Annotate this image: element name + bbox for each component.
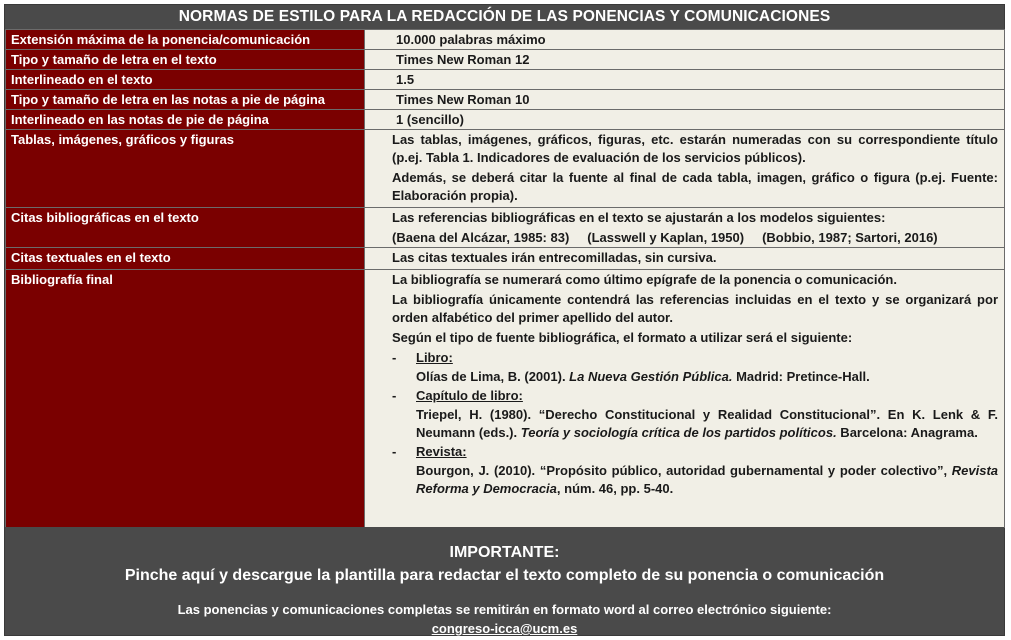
row-value: 1.5: [365, 70, 1005, 90]
table-row: [6, 30, 1005, 50]
format-example: Olías de Lima, B. (2001). La Nueva Gestión Pública. Madrid: Pretince-Hall.: [416, 369, 870, 384]
important-heading: IMPORTANTE:: [449, 544, 560, 561]
format-heading: Capítulo de libro:: [416, 388, 523, 403]
document-title: NORMAS DE ESTILO PARA LA REDACCIÓN DE LAS PONENCIAS Y COMUNICACIONES: [5, 5, 1004, 30]
row-value: Times New Roman 12: [365, 50, 1005, 70]
row-label: Interlineado en las notas de pie de página: [6, 110, 365, 130]
list-dash: -: [392, 388, 397, 403]
table-row: [6, 270, 1005, 528]
download-template-link[interactable]: Pinche aquí y descargue la plantilla para redactar el texto completo de su ponencia o comunicación: [124, 567, 885, 584]
citation-example: (Baena del Alcázar, 1985: 83): [392, 230, 570, 245]
row-label: Interlineado en el texto: [6, 70, 365, 90]
row-label: Citas bibliográficas en el texto: [6, 208, 365, 248]
table-row: [6, 90, 1005, 110]
format-example: Triepel, H. (1980). “Derecho Constitucional y Realidad Constitucional”. En K. Lenk & F. Neumann (eds.). Teoría y sociología crítica de los partidos políticos. Barcelona: Anagrama.: [416, 407, 998, 440]
style-rules-table: [5, 29, 1005, 528]
citation-example: (Lasswell y Kaplan, 1950): [587, 230, 745, 245]
row-label: Tipo y tamaño de letra en el texto: [6, 50, 365, 70]
row-value: Las citas textuales irán entrecomilladas, sin cursiva.: [365, 248, 1005, 270]
list-dash: -: [392, 444, 397, 459]
format-example: Bourgon, J. (2010). “Propósito público, autoridad gubernamental y poder colectivo”, Revista Reforma y Democracia, núm. 46, pp. 5-40.: [416, 463, 998, 496]
citation-intro: Las referencias bibliográficas en el texto se ajustarán a los modelos siguientes:: [392, 210, 886, 225]
bibliography-format-journal: [392, 443, 998, 498]
style-rules-document: [4, 4, 1005, 636]
row-label: Extensión máxima de la ponencia/comunicación: [6, 30, 365, 50]
contact-email-link[interactable]: congreso-icca@ucm.es: [431, 621, 578, 636]
table-row: [6, 130, 1005, 208]
row-value: Times New Roman 10: [365, 90, 1005, 110]
row-value: [365, 208, 1005, 248]
important-footer: [5, 527, 1004, 635]
format-heading: Libro:: [416, 350, 453, 365]
table-row: [6, 70, 1005, 90]
tables-paragraph: Además, se deberá citar la fuente al final de cada tabla, imagen, gráfico o figura (p.ej. Fuente: Elaboración propia).: [392, 170, 998, 203]
row-label: Tablas, imágenes, gráficos y figuras: [6, 130, 365, 208]
row-label: Citas textuales en el texto: [6, 248, 365, 270]
row-value: [365, 270, 1005, 528]
table-row: [6, 50, 1005, 70]
bibliography-paragraph: Según el tipo de fuente bibliográfica, el formato a utilizar será el siguiente:: [392, 330, 853, 345]
row-value: 10.000 palabras máximo: [365, 30, 1005, 50]
submission-note: Las ponencias y comunicaciones completas se remitirán en formato word al correo electrónico siguiente:: [177, 602, 832, 617]
bibliography-paragraph: La bibliografía se numerará como último epígrafe de la ponencia o comunicación.: [392, 272, 897, 287]
row-label: Bibliografía final: [6, 270, 365, 528]
bibliography-format-chapter: [392, 387, 998, 442]
table-row: [6, 248, 1005, 270]
row-label: Tipo y tamaño de letra en las notas a pie de página: [6, 90, 365, 110]
table-row: [6, 208, 1005, 248]
bibliography-paragraph: La bibliografía únicamente contendrá las referencias incluidas en el texto y se organizará por orden alfabético del primer apellido del autor.: [392, 292, 998, 325]
row-value: 1 (sencillo): [365, 110, 1005, 130]
citation-example: (Bobbio, 1987; Sartori, 2016): [762, 230, 938, 245]
citation-examples: [392, 229, 998, 247]
row-value: [365, 130, 1005, 208]
bibliography-format-book: [392, 349, 998, 386]
tables-paragraph: Las tablas, imágenes, gráficos, figuras, etc. estarán numeradas con su correspondiente título (p.ej. Tabla 1. Indicadores de evaluación de los servicios públicos).: [392, 132, 998, 165]
format-heading: Revista:: [416, 444, 467, 459]
list-dash: -: [392, 350, 397, 365]
table-row: [6, 110, 1005, 130]
